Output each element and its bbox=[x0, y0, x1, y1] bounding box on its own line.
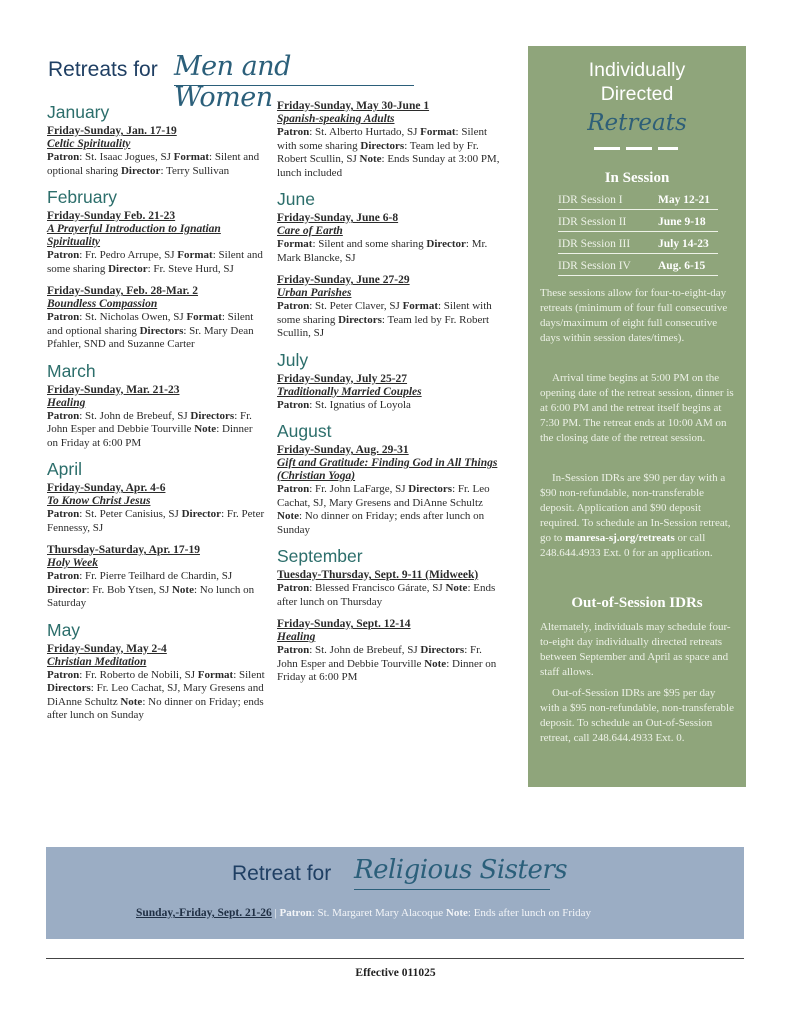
retreat-entry bbox=[47, 210, 265, 276]
retreat-title: Traditionally Married Couples bbox=[277, 385, 422, 398]
retreat-entry bbox=[47, 285, 265, 352]
retreat-entry bbox=[47, 482, 265, 535]
detail-text: : Fr. John LaFarge, SJ bbox=[309, 483, 409, 495]
session-row bbox=[558, 238, 718, 256]
detail-label: Patron bbox=[47, 409, 80, 422]
detail-label: Directors bbox=[420, 644, 465, 656]
patron-label: Patron bbox=[279, 907, 312, 919]
detail-label: Patron bbox=[47, 311, 80, 323]
session-underline bbox=[558, 253, 718, 254]
detail-label: Patron bbox=[47, 668, 80, 681]
detail-text: : St. Peter Claver, SJ bbox=[309, 300, 403, 312]
sidebar-title bbox=[528, 58, 746, 106]
retreat-details bbox=[277, 126, 501, 180]
detail-text: : St. John de Brebeuf, SJ bbox=[79, 409, 191, 422]
retreat-dates: Friday-Sunday, Jan. 17-19 bbox=[47, 125, 177, 137]
detail-label: Patron bbox=[47, 249, 80, 261]
detail-text: : Silent with some sharing bbox=[277, 126, 488, 152]
retreat-details bbox=[277, 300, 501, 341]
retreat-details bbox=[277, 582, 501, 609]
detail-label: Patron bbox=[277, 483, 310, 495]
month-heading: August bbox=[277, 421, 332, 441]
pricing-text-end: or call 248.644.4933 Ext. 0 for an application. bbox=[540, 532, 713, 559]
detail-text: : Fr. Bob Ytsen, SJ bbox=[86, 583, 172, 596]
detail-text: : No dinner on Friday; ends after lunch on Sunday bbox=[277, 510, 485, 536]
detail-text: : Sr. Mary Dean Pfahler, SND and Suzanne Carter bbox=[47, 324, 254, 350]
title-script: Men and Women bbox=[174, 51, 291, 113]
detail-label: Director bbox=[426, 238, 466, 250]
schedule-column-left bbox=[47, 100, 265, 732]
detail-text: : Team led by Fr. Robert Scullin, SJ bbox=[277, 313, 490, 339]
retreat-entry bbox=[277, 569, 501, 609]
separator: | bbox=[271, 907, 280, 919]
out-of-session-pricing: Out-of-Session IDRs are $95 per day with a $95 non-refundable, non-transferable deposit. To schedule an Out-of-Session retreat, call 248.644.4933 Ext. 0. bbox=[540, 687, 734, 744]
detail-text: : Silent and some sharing bbox=[312, 238, 427, 250]
sidebar-title-line2: Directed bbox=[600, 83, 674, 105]
sisters-details bbox=[136, 907, 736, 919]
detail-text: : St. Nicholas Owen, SJ bbox=[79, 311, 187, 323]
sisters-banner bbox=[46, 847, 744, 939]
session-dates: May 12-21 bbox=[658, 194, 711, 206]
website-link[interactable]: manresa-sj.org/retreats bbox=[565, 532, 675, 544]
patron-text: : St. Margaret Mary Alacoque bbox=[311, 907, 446, 919]
detail-label: Director bbox=[108, 262, 148, 275]
detail-text: : St. Isaac Jogues, SJ bbox=[79, 151, 174, 163]
detail-text: : Fr. Pedro Arrupe, SJ bbox=[79, 249, 178, 261]
detail-label: Note bbox=[445, 582, 468, 594]
detail-text: : Fr. Peter Fennessy, SJ bbox=[47, 508, 265, 534]
retreat-title: Celtic Spirituality bbox=[47, 138, 131, 150]
retreat-details bbox=[277, 238, 501, 265]
session-label: IDR Session III bbox=[558, 238, 631, 250]
retreat-title: A Prayerful Introduction to Ignatian Spirituality bbox=[47, 223, 221, 248]
detail-label: Format bbox=[186, 311, 222, 323]
detail-label: Patron bbox=[47, 570, 80, 582]
pricing-text: In-Session IDRs are $90 per day with a $90 non-refundable, non-transferable deposit. Application and $90 deposit required. To schedule an In-Session retreat, go to bbox=[540, 472, 731, 544]
retreat-dates: Friday-Sunday, Feb. 28-Mar. 2 bbox=[47, 285, 199, 297]
retreat-title: Gift and Gratitude: Finding God in All Things (Christian Yoga) bbox=[277, 457, 498, 482]
detail-text: : Mr. Mark Blancke, SJ bbox=[277, 238, 488, 264]
retreat-details bbox=[277, 483, 501, 537]
detail-label: Note bbox=[359, 153, 382, 165]
detail-label: Format bbox=[402, 300, 438, 312]
detail-label: Directors bbox=[408, 483, 453, 495]
month-heading: January bbox=[47, 102, 110, 122]
detail-text: : St. Alberto Hurtado, SJ bbox=[309, 126, 421, 138]
session-underline bbox=[558, 275, 718, 276]
month-heading: September bbox=[277, 546, 363, 566]
retreat-details bbox=[277, 399, 501, 413]
detail-label: Director bbox=[47, 583, 87, 596]
retreat-details bbox=[47, 151, 265, 178]
sisters-title-plain: Retreat for bbox=[232, 862, 332, 885]
detail-label: Patron bbox=[277, 126, 310, 138]
retreat-title: Christian Meditation bbox=[47, 655, 147, 668]
month-heading: July bbox=[277, 349, 309, 370]
divider bbox=[626, 147, 652, 150]
session-dates: July 14-23 bbox=[658, 238, 709, 250]
month-heading: May bbox=[47, 619, 81, 640]
out-of-session-description: Alternately, individuals may schedule four-to-eight day individually directed retreats between September and April as space and staff allows. bbox=[540, 621, 731, 678]
detail-text: : Fr. Leo Cachat, SJ, Mary Gresens and DiAnne Schultz bbox=[277, 483, 490, 509]
divider bbox=[658, 147, 678, 150]
sisters-title-script: Religious Sisters bbox=[354, 855, 568, 885]
retreat-entry bbox=[277, 618, 501, 685]
retreat-dates: Friday-Sunday, July 25-27 bbox=[277, 372, 408, 385]
retreat-title: Spanish-speaking Adults bbox=[277, 113, 395, 125]
month-heading: February bbox=[47, 187, 118, 207]
note-label: Note bbox=[445, 907, 468, 919]
detail-label: Patron bbox=[47, 151, 80, 163]
detail-text: : Silent with some sharing bbox=[277, 300, 492, 326]
retreat-dates: Friday-Sunday, May 30-June 1 bbox=[277, 100, 430, 112]
detail-label: Format bbox=[173, 151, 210, 163]
session-row bbox=[558, 260, 718, 278]
session-dates: Aug. 6-15 bbox=[658, 260, 706, 272]
detail-text: : Silent and optional sharing bbox=[47, 151, 260, 177]
detail-text: : No dinner on Friday; ends after lunch on Sunday bbox=[47, 695, 264, 721]
detail-text: : Silent bbox=[233, 668, 265, 681]
retreat-entry bbox=[47, 643, 265, 723]
detail-text: : Dinner on Friday at 6:00 PM bbox=[277, 657, 497, 683]
retreat-title: Healing bbox=[277, 631, 316, 643]
title-plain: Retreats for bbox=[48, 58, 158, 81]
retreat-entry bbox=[277, 444, 501, 537]
retreat-dates: Friday-Sunday, June 6-8 bbox=[277, 212, 399, 224]
session-row bbox=[558, 194, 718, 212]
detail-text: : Blessed Francisco Gárate, SJ bbox=[309, 582, 446, 594]
schedule-column-right bbox=[277, 100, 501, 694]
detail-text: : Ends after lunch on Thursday bbox=[277, 582, 496, 608]
retreat-dates: Thursday-Saturday, Apr. 17-19 bbox=[47, 544, 200, 556]
retreat-entry bbox=[47, 384, 265, 451]
detail-text: : No lunch on Saturday bbox=[47, 583, 255, 609]
detail-label: Note bbox=[277, 510, 299, 522]
detail-label: Note bbox=[171, 583, 194, 596]
detail-label: Directors bbox=[338, 313, 382, 326]
session-row bbox=[558, 216, 718, 234]
sidebar-title-script: Retreats bbox=[587, 110, 687, 136]
detail-label: Note bbox=[120, 695, 143, 708]
month-heading: March bbox=[47, 360, 96, 381]
session-underline bbox=[558, 209, 718, 210]
session-label: IDR Session I bbox=[558, 194, 623, 206]
out-of-session-heading: Out-of-Session IDRs bbox=[571, 595, 703, 611]
in-session-heading: In Session bbox=[604, 170, 670, 186]
detail-label: Patron bbox=[277, 582, 310, 594]
footer-effective: Effective 011025 bbox=[355, 967, 436, 979]
retreat-dates: Tuesday-Thursday, Sept. 9-11 (Midweek) bbox=[277, 569, 479, 581]
retreat-dates: Friday-Sunday, June 27-29 bbox=[277, 274, 410, 286]
sidebar-title-line1: Individually bbox=[588, 59, 686, 81]
detail-text: : St. Ignatius of Loyola bbox=[309, 398, 411, 411]
retreat-details bbox=[47, 410, 265, 451]
detail-text: : St. Peter Canisius, SJ bbox=[79, 508, 182, 520]
retreat-dates: Friday-Sunday, Sept. 12-14 bbox=[277, 618, 411, 630]
retreat-title: Care of Earth bbox=[277, 225, 343, 237]
retreat-entry bbox=[47, 544, 265, 611]
in-session-pricing bbox=[540, 471, 736, 561]
retreat-dates: Friday-Sunday, Mar. 21-23 bbox=[47, 383, 180, 396]
detail-label: Format bbox=[277, 238, 313, 250]
retreat-title: Healing bbox=[47, 396, 86, 409]
detail-label: Director bbox=[181, 508, 222, 520]
detail-text: : Fr. Pierre Teilhard de Chardin, SJ bbox=[79, 570, 233, 582]
detail-label: Patron bbox=[277, 398, 310, 411]
retreat-entry bbox=[47, 125, 265, 178]
detail-text: : Silent and optional sharing bbox=[47, 311, 254, 337]
retreat-details bbox=[47, 311, 265, 352]
retreat-details bbox=[47, 508, 265, 535]
detail-text: : Dinner on Friday at 6:00 PM bbox=[47, 423, 253, 449]
idr-sidebar bbox=[528, 46, 746, 787]
detail-text: : Fr. John Esper and Debbie Tourville bbox=[47, 409, 252, 435]
detail-text: : Ends Sunday at 3:00 PM, lunch included bbox=[277, 153, 500, 179]
retreat-entry bbox=[277, 212, 501, 265]
divider bbox=[594, 147, 620, 150]
retreat-details bbox=[47, 249, 265, 276]
retreat-dates: Friday-Sunday Feb. 21-23 bbox=[47, 210, 176, 222]
retreat-title: To Know Christ Jesus bbox=[47, 495, 151, 507]
footer-divider bbox=[46, 958, 744, 959]
retreat-title: Urban Parishes bbox=[277, 287, 352, 299]
detail-label: Note bbox=[424, 657, 447, 670]
session-dates: June 9-18 bbox=[658, 216, 706, 228]
detail-text: : Terry Sullivan bbox=[160, 164, 230, 177]
detail-label: Patron bbox=[277, 644, 310, 656]
retreat-entry bbox=[277, 373, 501, 413]
retreat-dates: Friday-Sunday, Apr. 4-6 bbox=[47, 482, 166, 494]
retreat-entry bbox=[277, 100, 501, 180]
month-heading: April bbox=[47, 459, 83, 479]
detail-text: : Fr. Leo Cachat, SJ, Mary Gresens and DiAnne Schultz bbox=[47, 682, 264, 708]
detail-label: Directors bbox=[47, 682, 91, 694]
detail-label: Patron bbox=[277, 300, 310, 312]
detail-label: Patron bbox=[47, 508, 80, 520]
detail-label: Note bbox=[194, 423, 217, 435]
detail-text: : Silent and some sharing bbox=[47, 249, 263, 275]
detail-label: Format bbox=[197, 668, 234, 681]
retreat-title: Boundless Compassion bbox=[47, 298, 158, 310]
detail-label: Directors bbox=[190, 409, 235, 422]
sisters-dates: Sunday,-Friday, Sept. 21-26 bbox=[136, 907, 272, 919]
retreat-dates: Friday-Sunday, May 2-4 bbox=[47, 642, 167, 655]
session-label: IDR Session IV bbox=[558, 260, 631, 272]
session-label: IDR Session II bbox=[558, 216, 627, 228]
month-heading: June bbox=[277, 189, 315, 209]
session-underline bbox=[558, 231, 718, 232]
retreat-dates: Friday-Sunday, Aug. 29-31 bbox=[277, 444, 409, 456]
detail-label: Format bbox=[420, 126, 456, 138]
detail-label: Directors bbox=[139, 324, 184, 337]
retreat-details bbox=[47, 570, 265, 611]
detail-text: : Fr. Steve Hurd, SJ bbox=[147, 262, 234, 275]
detail-text: : Team led by Fr. Robert Scullin, SJ bbox=[277, 139, 479, 165]
retreat-details bbox=[47, 669, 265, 723]
detail-label: Format bbox=[177, 249, 213, 261]
retreat-details bbox=[277, 644, 501, 685]
note-text: : Ends after lunch on Friday bbox=[467, 907, 592, 919]
detail-text: : Fr. John Esper and Debbie Tourville bbox=[277, 644, 482, 670]
in-session-description: These sessions allow for four-to-eight-day retreats (minimum of four full consecutive days/maximum of eight full consecutive days within session dates/times). bbox=[540, 287, 728, 344]
detail-label: Directors bbox=[360, 139, 405, 152]
title-underline bbox=[174, 85, 414, 86]
retreat-title: Holy Week bbox=[47, 557, 98, 569]
arrival-info: Arrival time begins at 5:00 PM on the opening date of the retreat session, dinner is at 6:00 PM and the retreat itself begins at 7:30 PM. The retreat ends at 10:00 AM on the closing date of the retreat session. bbox=[540, 372, 734, 444]
sisters-title-underline bbox=[354, 889, 550, 890]
detail-label: Director bbox=[120, 164, 161, 177]
detail-text: : Fr. Roberto de Nobili, SJ bbox=[79, 668, 198, 681]
detail-text: : St. John de Brebeuf, SJ bbox=[309, 644, 421, 656]
retreat-entry bbox=[277, 274, 501, 341]
